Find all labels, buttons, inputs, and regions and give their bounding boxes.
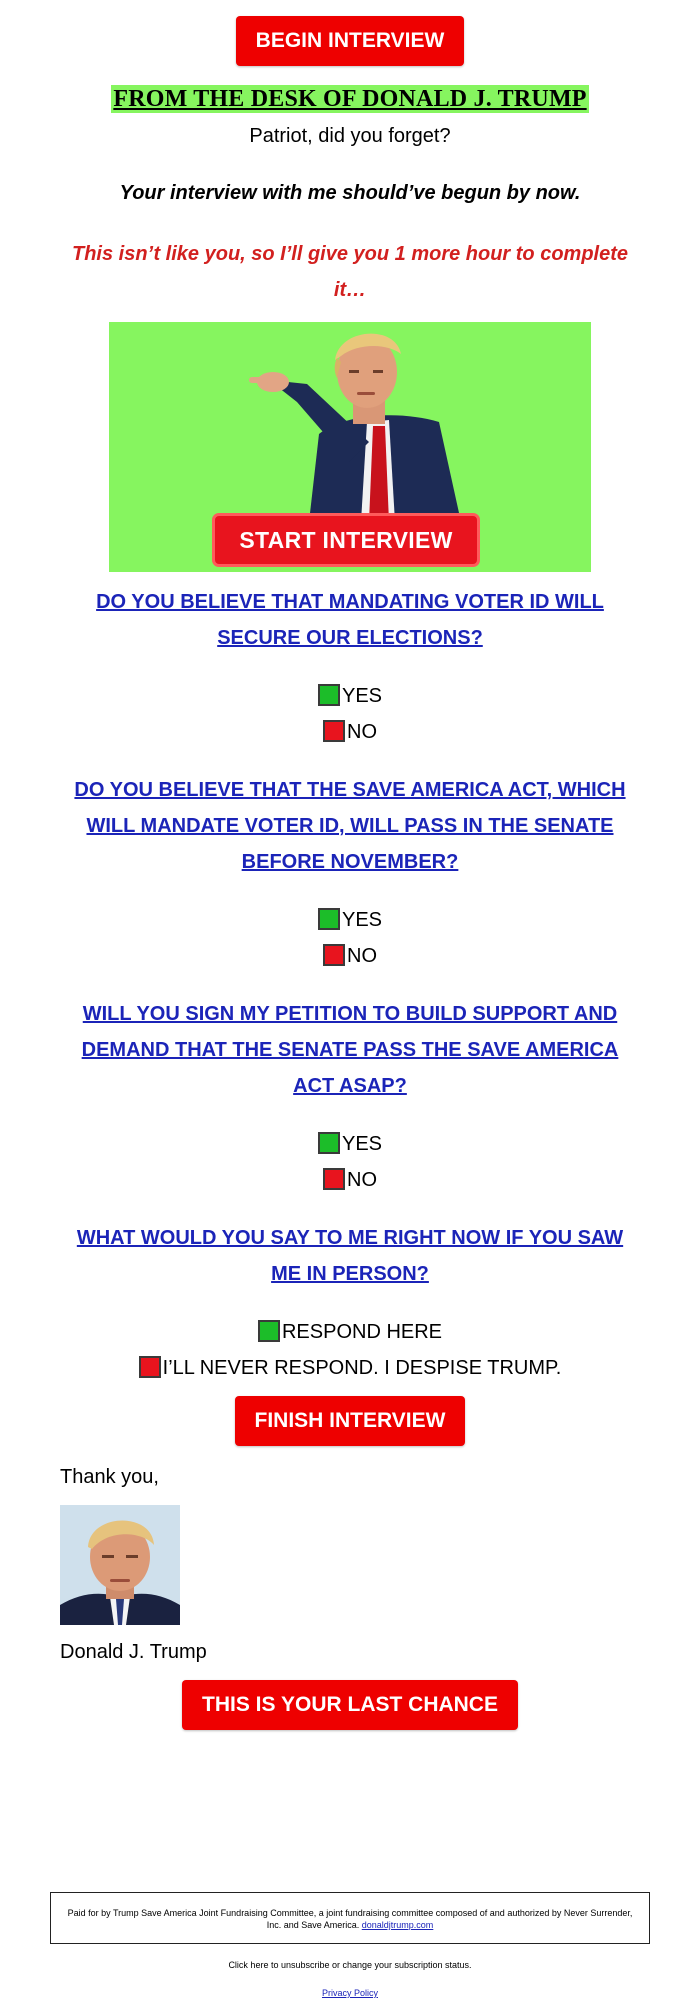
q1-yes-option[interactable] [0, 678, 700, 714]
hero-banner[interactable] [109, 322, 591, 572]
q3-no-label: NO [347, 1169, 377, 1191]
q2-no-label: NO [347, 945, 377, 967]
privacy-policy-link[interactable]: Privacy Policy [321, 1988, 378, 1998]
q2-no-option[interactable] [0, 938, 700, 974]
q3-yes-option[interactable] [0, 1126, 700, 1162]
subtitle: Patriot, did you forget? [249, 125, 451, 147]
disclaimer-text: Paid for by Trump Save America Joint Fundraising Committee, a joint fundraising committee composed of and authorized by Never Surrender, Inc. and Save America. [67, 1908, 633, 1930]
warning-text: This isn’t like you, so I’ll give you 1 more hour to complete it… [71, 243, 629, 301]
last-chance-button[interactable]: THIS IS YOUR LAST CHANCE [182, 1680, 518, 1730]
question-2-link[interactable]: DO YOU BELIEVE THAT THE SAVE AMERICA ACT, WHICH WILL MANDATE VOTER ID, WILL PASS IN THE SENATE BEFORE NOVEMBER? [74, 779, 626, 873]
trump-pointing-image [249, 322, 479, 522]
trump-portrait-image [60, 1505, 180, 1625]
red-checkbox-icon [323, 944, 345, 966]
red-checkbox-icon [323, 720, 345, 742]
q1-no-option[interactable] [0, 714, 700, 750]
red-checkbox-icon [323, 1168, 345, 1190]
question-3-options [0, 1126, 700, 1198]
question-3-link[interactable]: WILL YOU SIGN MY PETITION TO BUILD SUPPORT AND DEMAND THAT THE SENATE PASS THE SAVE AMERICA ACT ASAP? [81, 1003, 619, 1097]
q4-respond-label: RESPOND HERE [281, 1321, 443, 1343]
q3-yes-label: YES [341, 1133, 383, 1155]
start-interview-button[interactable]: START INTERVIEW [212, 513, 480, 567]
q3-no-option[interactable] [0, 1162, 700, 1198]
green-checkbox-icon [318, 1132, 340, 1154]
finish-interview-button[interactable]: FINISH INTERVIEW [235, 1396, 465, 1446]
q1-no-label: NO [347, 721, 377, 743]
email-body [0, 16, 700, 1730]
q2-yes-option[interactable] [0, 902, 700, 938]
q2-yes-label: YES [341, 909, 383, 931]
signature-name: Donald J. Trump [60, 1641, 207, 1663]
question-2-options [0, 902, 700, 974]
green-checkbox-icon [318, 908, 340, 930]
green-checkbox-icon [318, 684, 340, 706]
donaldjtrump-link[interactable]: donaldjtrump.com [361, 1920, 434, 1930]
portrait-illustration [60, 1505, 180, 1625]
q4-never-option[interactable] [0, 1350, 700, 1386]
question-4-link[interactable]: WHAT WOULD YOU SAY TO ME RIGHT NOW IF YOU SAW ME IN PERSON? [76, 1227, 624, 1285]
begin-interview-button[interactable]: BEGIN INTERVIEW [236, 16, 464, 66]
paid-for-disclaimer [50, 1892, 650, 1944]
red-checkbox-icon [139, 1356, 161, 1378]
intro-text: Your interview with me should’ve begun by now. [119, 182, 581, 204]
q4-never-label: I’LL NEVER RESPOND. I DESPISE TRUMP. [162, 1357, 562, 1379]
q4-respond-option[interactable] [0, 1314, 700, 1350]
unsubscribe-link[interactable]: Click here to unsubscribe or change your subscription status. [228, 1960, 472, 1970]
privacy-policy-block [0, 1988, 700, 1998]
desk-title: FROM THE DESK OF DONALD J. TRUMP [113, 86, 587, 112]
question-4-options [0, 1314, 700, 1386]
green-checkbox-icon [258, 1320, 280, 1342]
q1-yes-label: YES [341, 685, 383, 707]
question-1-options [0, 678, 700, 750]
question-1-link[interactable]: DO YOU BELIEVE THAT MANDATING VOTER ID WILL SECURE OUR ELECTIONS? [96, 591, 604, 649]
desk-title-block [0, 86, 700, 113]
thanks-text: Thank you, [60, 1466, 159, 1488]
